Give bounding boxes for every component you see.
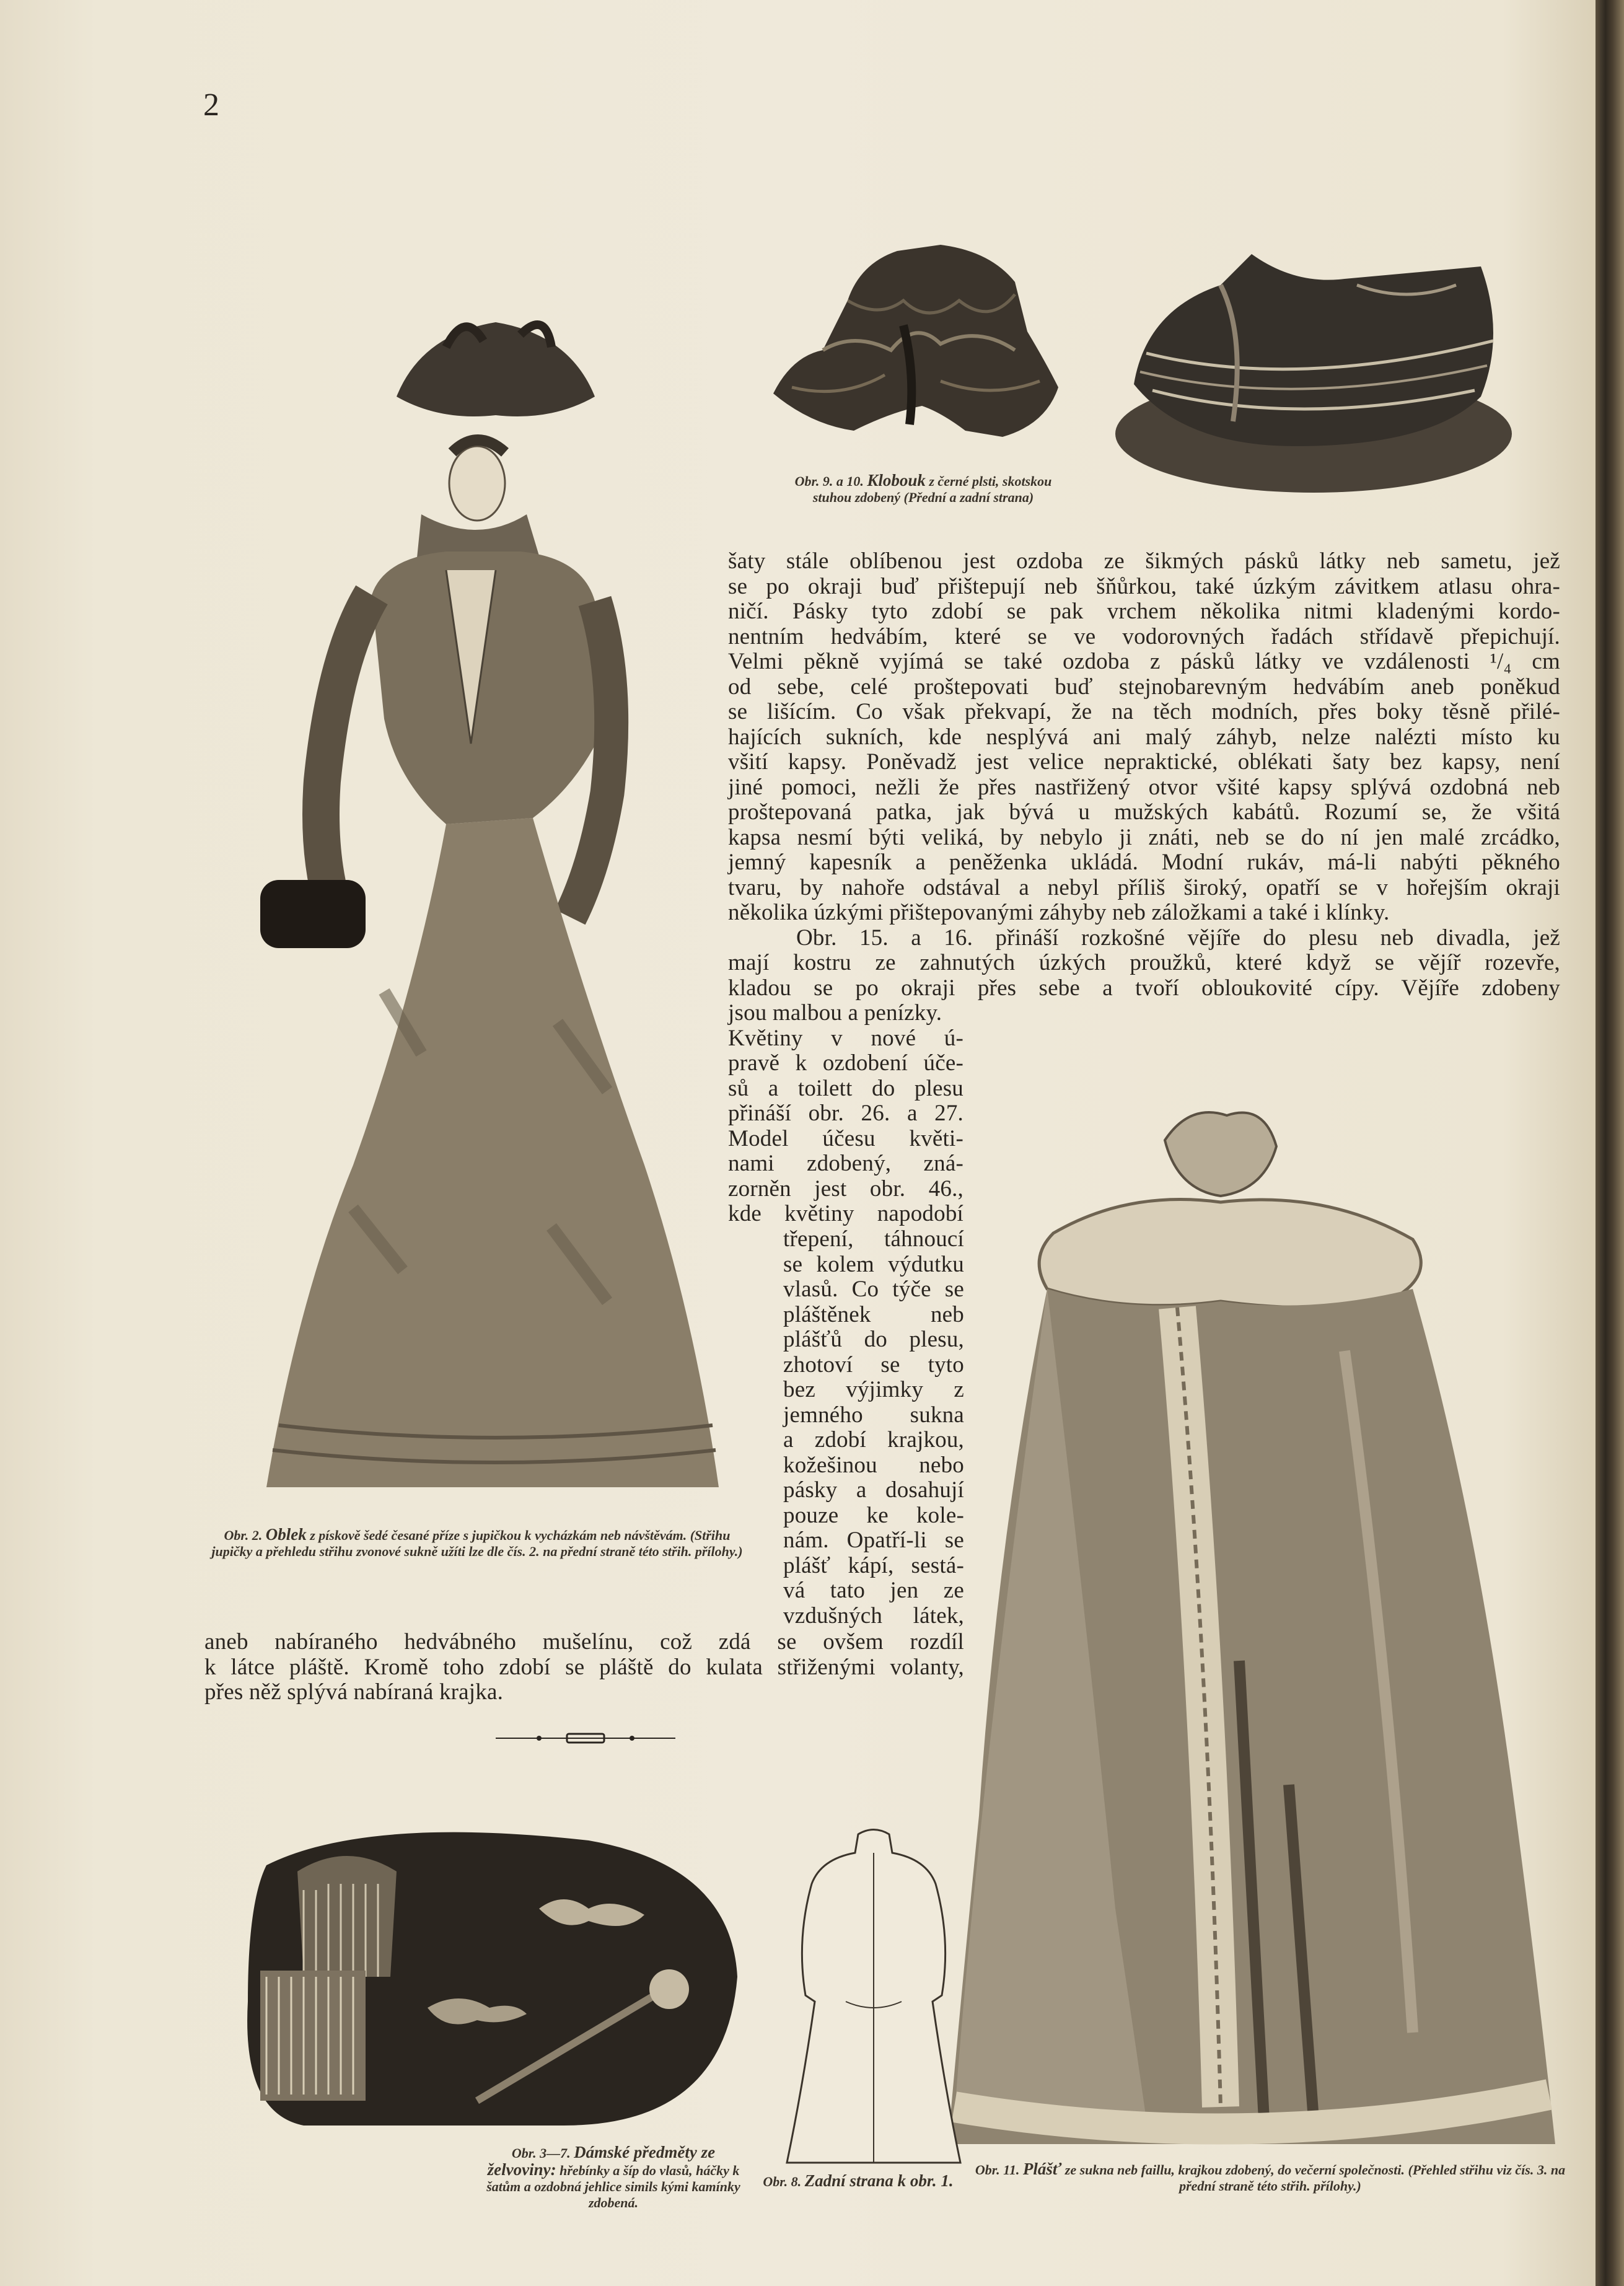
text-line: pláštěnek neb — [783, 1301, 964, 1327]
hat-caption-lead: Obr. 9. a 10. — [794, 473, 864, 489]
text-line: kde květiny napodobí — [728, 1201, 963, 1226]
text-line: hajících sukních, kde nesplývá ani malý záhyb, nelze nalézti místo ku — [728, 724, 1560, 750]
text-line: proštepovaná patka, jak bývá u mužských kabátů. Rozumí se, že všitá — [728, 799, 1560, 825]
text-line: nami zdobený, zná- — [728, 1151, 963, 1176]
text-line: jsou malbou a penízky. — [728, 1000, 942, 1026]
comb-illustration — [242, 1816, 744, 2150]
text-line: se lišícím. Co však překvapí, že na těch modních, přes boky těsně přilé- — [728, 699, 1560, 724]
dress-caption — [204, 1526, 750, 1560]
text-line: nentním hedvábím, které se ve vodorovných řadách střídavě přepichují. — [728, 623, 1560, 649]
main-paragraph — [728, 549, 1560, 1001]
text-line: zorněn jest obr. 46., — [728, 1176, 963, 1202]
hat-back-illustration — [1109, 248, 1518, 496]
text-line: Obr. 15. a 16. přináší rozkošné vějíře do plesu neb divadla, jež — [796, 925, 1560, 951]
text-line: pásky a dosahují — [783, 1477, 964, 1503]
text-line: k látce pláště. Kromě toho zdobí se pláště do kulata střiženými volanty, — [204, 1654, 964, 1680]
dress-caption-title: Oblek — [265, 1525, 307, 1544]
text-line: pravě k ozdobení úče- — [728, 1050, 963, 1076]
cloak-illustration — [942, 1103, 1561, 2156]
text-line: zhotoví se tyto — [783, 1352, 964, 1378]
book-spine — [1595, 0, 1624, 2286]
back-view-caption-title: Zadní strana k obr. 1. — [804, 2171, 954, 2190]
text-line: kožešinou nebo — [783, 1452, 964, 1478]
text-line: sů a toilett do plesu — [728, 1075, 963, 1101]
text-line: kapsa nesmí býti veliká, by nebylo ji znáti, neb se do ní jen malé zrcádko, — [728, 824, 1560, 850]
text-line: pouze ke kole- — [783, 1502, 964, 1528]
text-line: Model účesu květi- — [728, 1125, 963, 1151]
text-line: jemný kapesník a peněženka ukládá. Modní rukáv, má-li nabýti pěkného — [728, 850, 1560, 875]
text-line: šaty stále oblíbenou jest ozdoba ze šikmých pásků látky neb sametu, jež — [728, 548, 1560, 574]
text-line: plášťů do plesu, — [783, 1327, 964, 1352]
text-line: a zdobí krajkou, — [783, 1427, 964, 1453]
comb-caption-lead: Obr. 3—7. — [511, 2145, 571, 2161]
text-line: tvaru, by nahoře odstával a nebyl příliš široký, opatří se v hořejším okraji — [728, 874, 1560, 900]
comb-caption-title: Dámské předměty ze želvoviny: — [487, 2143, 716, 2179]
text-line: Velmi pěkně vyjímá se také ozdoba z pásků látky ve vzdálenosti ¹/₄ cm — [728, 649, 1560, 674]
cloak-caption — [973, 2161, 1568, 2194]
ornament-divider — [496, 1729, 675, 1747]
narrow-paragraph — [728, 1001, 963, 1227]
back-view-caption-lead: Obr. 8. — [763, 2174, 802, 2189]
cloak-caption-lead: Obr. 11. — [975, 2162, 1020, 2178]
text-line: všití kapsy. Poněvadž jest velice nepraktické, oblékati šaty bez kapsy, není — [728, 749, 1560, 775]
text-line: přináší obr. 26. a 27. — [728, 1101, 963, 1126]
text-line: se kolem výdutku — [783, 1251, 964, 1277]
text-line: jemného sukna — [783, 1402, 964, 1428]
hat-caption — [775, 472, 1072, 506]
text-line: mají kostru ze zahnutých úzkých proužků, které když se vějíř rozevře, — [728, 950, 1560, 975]
text-line: vlasů. Co týče se — [783, 1277, 964, 1302]
comb-caption — [477, 2144, 750, 2211]
text-line: Květiny v nové ú- — [728, 1025, 963, 1051]
narrower-paragraph — [783, 1227, 964, 1629]
text-line: od sebe, celé proštepovati buď stejnobarevným hedvábím aneb poněkud — [728, 674, 1560, 700]
dress-caption-lead: Obr. 2. — [224, 1528, 263, 1543]
back-view-caption — [759, 2173, 957, 2190]
cloak-caption-title: Plášť — [1022, 2160, 1062, 2178]
text-line: přes něž splývá nabíraná krajka. — [204, 1679, 504, 1705]
text-line: se po okraji buď přištepují neb šňůrkou, také úzkým závitkem atlasu ohra- — [728, 573, 1560, 599]
text-line: plášť kápí, sestá- — [783, 1552, 964, 1578]
text-line: třepení, táhnoucí — [783, 1226, 964, 1252]
hat-caption-title: Klobouk — [867, 471, 926, 490]
text-line: ničí. Pásky tyto zdobí se pak vrchem několika nitmi kladenými kordo- — [728, 599, 1560, 624]
text-line: několika úzkými přištepovanými záhyby neb záložkami a také i klínky. — [728, 900, 1390, 925]
text-line: vá tato jen ze — [783, 1578, 964, 1603]
comb-caption-rest: hřebínky a šíp do vlasů, háčky k šatům a ozdobná jehlice simils kými kamínky zdobená. — [486, 2163, 740, 2210]
back-view-illustration — [784, 1828, 963, 2169]
dress-caption-rest: z pískově šedé česané příze s jupičkou k vycházkám neb návštěvám. (Střihu jupičky a přehledu střihu zvonové sukně užíti lze dle čís. 2. na přední straně této střih. přílohy.) — [211, 1528, 743, 1559]
bottom-paragraph — [204, 1630, 964, 1705]
text-line: jiné pomoci, nežli že přes nastřižený otvor všité kapsy splývá ozdobná neb — [728, 774, 1560, 800]
page-number: 2 — [203, 87, 219, 123]
text-line: vzdušných látek, — [783, 1602, 964, 1629]
text-line: aneb nabíraného hedvábného mušelínu, což zdá se ovšem rozdíl — [204, 1629, 964, 1655]
text-line: nám. Opatří-li se — [783, 1528, 964, 1553]
cloak-caption-rest: ze sukna neb faillu, krajkou zdobený, do večerní společnosti. (Přehled střihu viz čís. 3. na přední straně této střih. přílohy.) — [1064, 2162, 1566, 2194]
hat-caption-rest: z černé plsti, skotskou stuhou zdobený (Přední a zadní strana) — [812, 473, 1052, 505]
dress-illustration — [260, 310, 731, 1524]
text-line: bez výjimky z — [783, 1377, 964, 1402]
hat-front-illustration — [755, 226, 1077, 455]
text-line: kladou se po okraji přes sebe a tvoří obloukovité cípy. Vějíře zdobeny — [728, 975, 1560, 1001]
